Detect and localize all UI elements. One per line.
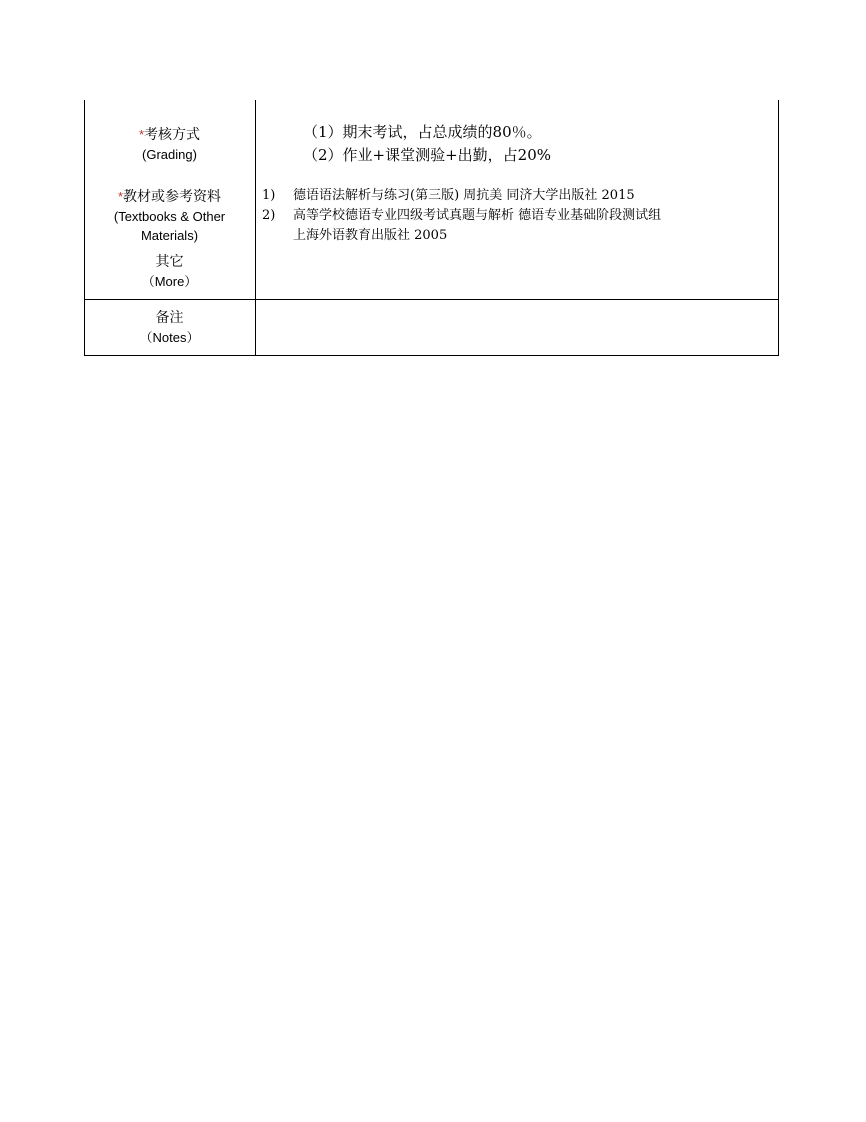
notes-label-en: （Notes） (139, 330, 200, 345)
grading-label (84, 125, 255, 164)
more-label-zh: 其它 (155, 254, 184, 270)
notes-content (256, 300, 778, 355)
grading-line-1: （1）期末考试，占总成绩的80％。 (303, 123, 542, 141)
more-label (84, 253, 255, 291)
materials-label-en-1: (Textbooks & Other (113, 209, 226, 224)
required-marker: * (138, 127, 145, 142)
required-marker: * (117, 189, 124, 204)
grading-label-zh: 考核方式 (144, 127, 201, 143)
material-item-number: 2) (262, 208, 276, 223)
materials-label-en-2: Materials) (140, 228, 199, 243)
table-border-right (778, 100, 779, 356)
material-item-1 (262, 186, 635, 206)
more-label-en: （More） (141, 274, 198, 289)
table-border-bottom (84, 355, 779, 356)
notes-label (84, 309, 255, 347)
material-item-text: 德语语法解析与练习(第三版) 周抗美 同济大学出版社 2015 (293, 188, 635, 203)
course-info-table (84, 100, 779, 356)
material-item-2 (262, 206, 661, 246)
material-item-text-continued: 上海外语教育出版社 2005 (293, 228, 448, 243)
materials-label-zh: 教材或参考资料 (123, 189, 222, 205)
material-item-text: 高等学校德语专业四级考试真题与解析 德语专业基础阶段测试组 (293, 208, 662, 223)
material-item-number: 1) (262, 188, 276, 203)
grading-line-2: （2）作业+课堂测验+出勤，占20% (303, 146, 552, 164)
grading-label-en: (Grading) (142, 147, 197, 162)
materials-label (84, 187, 255, 245)
notes-label-zh: 备注 (155, 310, 184, 326)
